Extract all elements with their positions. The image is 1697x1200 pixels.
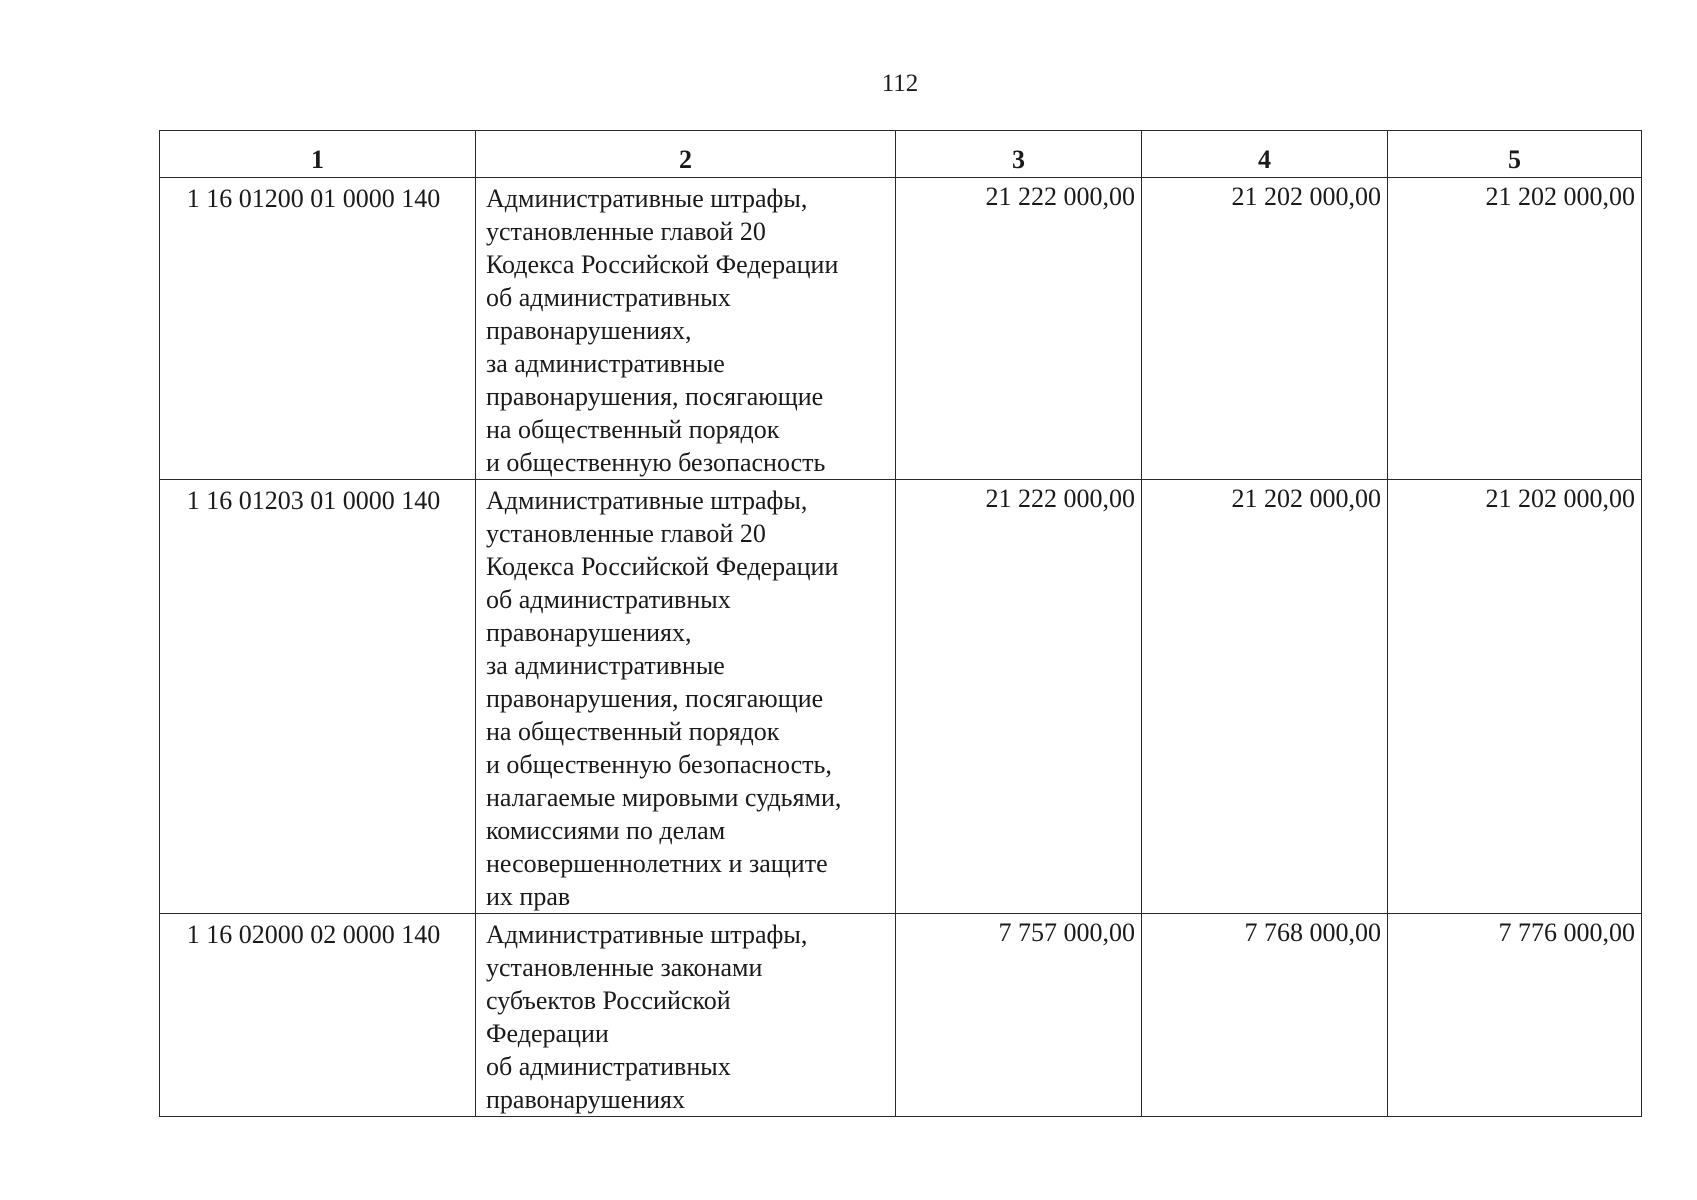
budget-code-cell: 1 16 01200 01 0000 140 bbox=[160, 178, 476, 480]
amount-col3-cell: 21 222 000,00 bbox=[896, 480, 1142, 914]
table-row bbox=[160, 914, 1642, 1117]
table-row bbox=[160, 480, 1642, 914]
amount-col5-cell: 21 202 000,00 bbox=[1388, 480, 1642, 914]
budget-code-cell: 1 16 01203 01 0000 140 bbox=[160, 480, 476, 914]
description-cell: Административные штрафы, установленные законами субъектов Российской Федерации об административных правонарушениях bbox=[476, 914, 896, 1117]
amount-col4-cell: 7 768 000,00 bbox=[1142, 914, 1388, 1117]
amount-col3-cell: 21 222 000,00 bbox=[896, 178, 1142, 480]
column-header-1: 1 bbox=[160, 131, 476, 178]
amount-col5-cell: 7 776 000,00 bbox=[1388, 914, 1642, 1117]
description-cell: Административные штрафы, установленные главой 20 Кодекса Российской Федерации об административных правонарушениях, за административные правонарушения, посягающие на общественный порядок и общественную безопасность bbox=[476, 178, 896, 480]
table-row bbox=[160, 178, 1642, 480]
column-header-2: 2 bbox=[476, 131, 896, 178]
description-cell: Административные штрафы, установленные главой 20 Кодекса Российской Федерации об административных правонарушениях, за административные правонарушения, посягающие на общественный порядок и общественную безопасность, налагаемые мировыми судьями, комиссиями по делам несовершеннолетних и защите их прав bbox=[476, 480, 896, 914]
budget-code-cell: 1 16 02000 02 0000 140 bbox=[160, 914, 476, 1117]
table-header-row bbox=[160, 131, 1642, 178]
amount-col3-cell: 7 757 000,00 bbox=[896, 914, 1142, 1117]
amount-col4-cell: 21 202 000,00 bbox=[1142, 480, 1388, 914]
amount-col4-cell: 21 202 000,00 bbox=[1142, 178, 1388, 480]
column-header-4: 4 bbox=[1142, 131, 1388, 178]
budget-table bbox=[159, 130, 1642, 1117]
column-header-5: 5 bbox=[1388, 131, 1642, 178]
amount-col5-cell: 21 202 000,00 bbox=[1388, 178, 1642, 480]
page-number: 112 bbox=[881, 70, 919, 97]
column-header-3: 3 bbox=[896, 131, 1142, 178]
